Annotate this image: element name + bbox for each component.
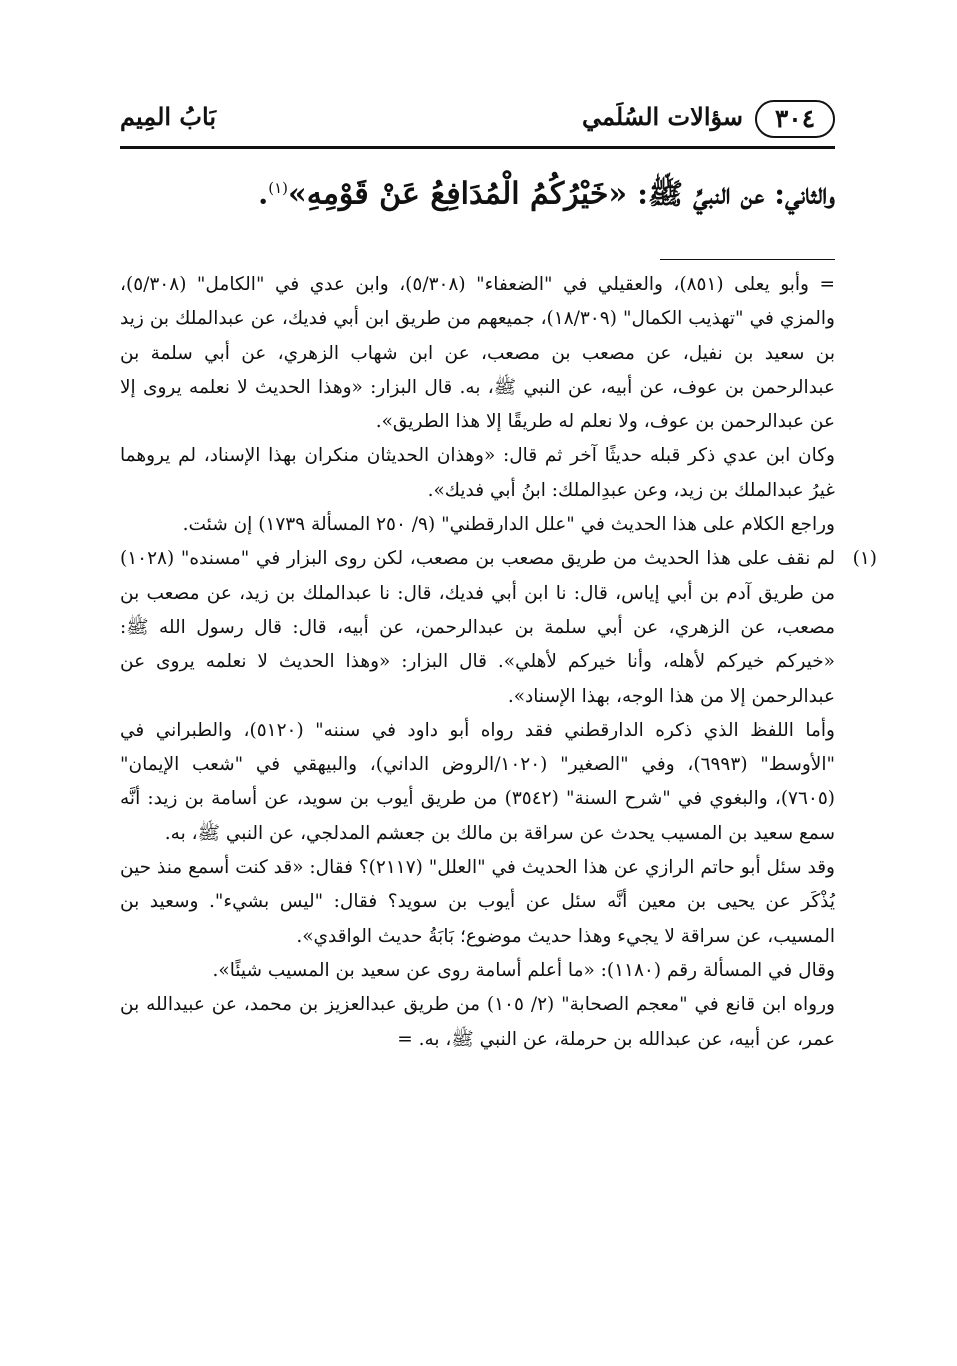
- footnote-marker: (١): [852, 548, 877, 570]
- page-number: ٣٠٤: [755, 100, 835, 138]
- header-divider: [120, 146, 835, 149]
- footnote-paragraph: لم نقف على هذا الحديث من طريق مصعب بن مصعب، لكن روى البزار في "مسنده" (١٠٢٨) من طريق آدم بن أبي إياس، قال: نا ابن أبي فديك، قال: نا عبدالملك بن زيد، عن مصعب بن مصعب، عن الزهري، عن أبي سلمة بن عبدالرحمن، عن أبيه، قال: قال رسول الله ﷺ: «خيركم خيركم لأهله، وأنا خيركم لأهلي». قال البزار: «وهذا الحديث لا نعلمه يروى عن عبدالرحمن إلا من هذا الوجه، بهذا الإسناد».: [120, 548, 835, 707]
- footnote-paragraph: وقال في المسألة رقم (١١٨٠): «ما أعلم أسامة روى عن سعيد بن المسيب شيئًا».: [212, 959, 835, 981]
- footnotes: [120, 268, 877, 1057]
- footnote-paragraph: وراجع الكلام على هذا الحديث في "علل الدارقطني" (٩/ ٢٥٠ المسألة ١٧٣٩) إن شئت.: [182, 514, 835, 536]
- footnote-paragraph: وأما اللفظ الذي ذكره الدارقطني فقد رواه أبو داود في سننه" (٥١٢٠)، والطبراني في "الأوسط" (٦٩٩٣)، وفي "الصغير" (١٠٢٠/الروض الداني)، والبيهقي في "شعب الإيمان" (٧٦٠٥)، والبغوي في "شرح السنة" (٣٥٤٢) من طريق أيوب بن سويد، عن أسامة بن زيد: أنَّه سمع سعيد بن المسيب يحدث عن سراقة بن مالك بن جعشم المدلجي، عن النبي ﷺ، به.: [120, 719, 836, 844]
- chapter-title: بَابُ المِيم: [120, 102, 217, 131]
- page-header: [120, 100, 835, 140]
- footnote-1: [120, 542, 877, 713]
- footnote-reference: (١): [268, 179, 288, 197]
- hadith-text: «خَيْرُكُمُ الْمُدَافِعُ عَنْ قَوْمِهِ»: [287, 176, 628, 212]
- main-suffix: .: [258, 176, 269, 211]
- footnote-divider: [660, 259, 835, 260]
- footnote-paragraph: ورواه ابن قانع في "معجم الصحابة" (٢/ ١٠٥) من طريق عبدالعزيز بن محمد، عن عبيدالله بن عمر، عن أبيه، عن عبدالله بن حرملة، عن النبي ﷺ، به. =: [120, 994, 835, 1050]
- footnote-paragraph: = وأبو يعلى (٨٥١)، والعقيلي في "الضعفاء" (٥/٣٠٨)، وابن عدي في "الكامل" (٥/٣٠٨)، والمزي في "تهذيب الكمال" (١٨/٣٠٩)، جميعهم من طريق ابن أبي فديك، عن عبدالملك بن زيد بن سعيد بن نفيل، عن مصعب بن مصعب، عن ابن شهاب الزهري، عن أبي سلمة بن عبدالرحمن بن عوف، عن أبيه، عن النبي ﷺ، به. قال البزار: «وهذا الحديث لا نعلمه يروى إلا عن عبدالرحمن بن عوف، ولا نعلم له طريقًا إلا هذا الطريق».: [120, 274, 835, 433]
- main-text: [120, 168, 835, 215]
- main-prefix: والثاني: عن النبيِّ ﷺ:: [627, 176, 835, 211]
- footnote-paragraph: وقد سئل أبو حاتم الرازي عن هذا الحديث في "العلل" (٢١١٧)؟ فقال: «قد كنت أسمع منذ حين يُذْكَر عن يحيى بن معين أنَّه سئل عن أيوب بن سويد؟ فقال: "ليس بشيء". وسعيد بن المسيب، عن سراقة لا يجيء وهذا حديث موضوع؛ بَابَةُ حديث الواقدي».: [120, 857, 835, 947]
- footnote-paragraph: وكان ابن عدي ذكر قبله حديثًا آخر ثم قال: «وهذان الحديثان منكران بهذا الإسناد، لم يروهما غيرُ عبدالملك بن زيد، وعن عبدِالملك: ابنُ أبي فديك».: [120, 445, 835, 501]
- book-title: سؤالات السُلَمي: [581, 102, 743, 131]
